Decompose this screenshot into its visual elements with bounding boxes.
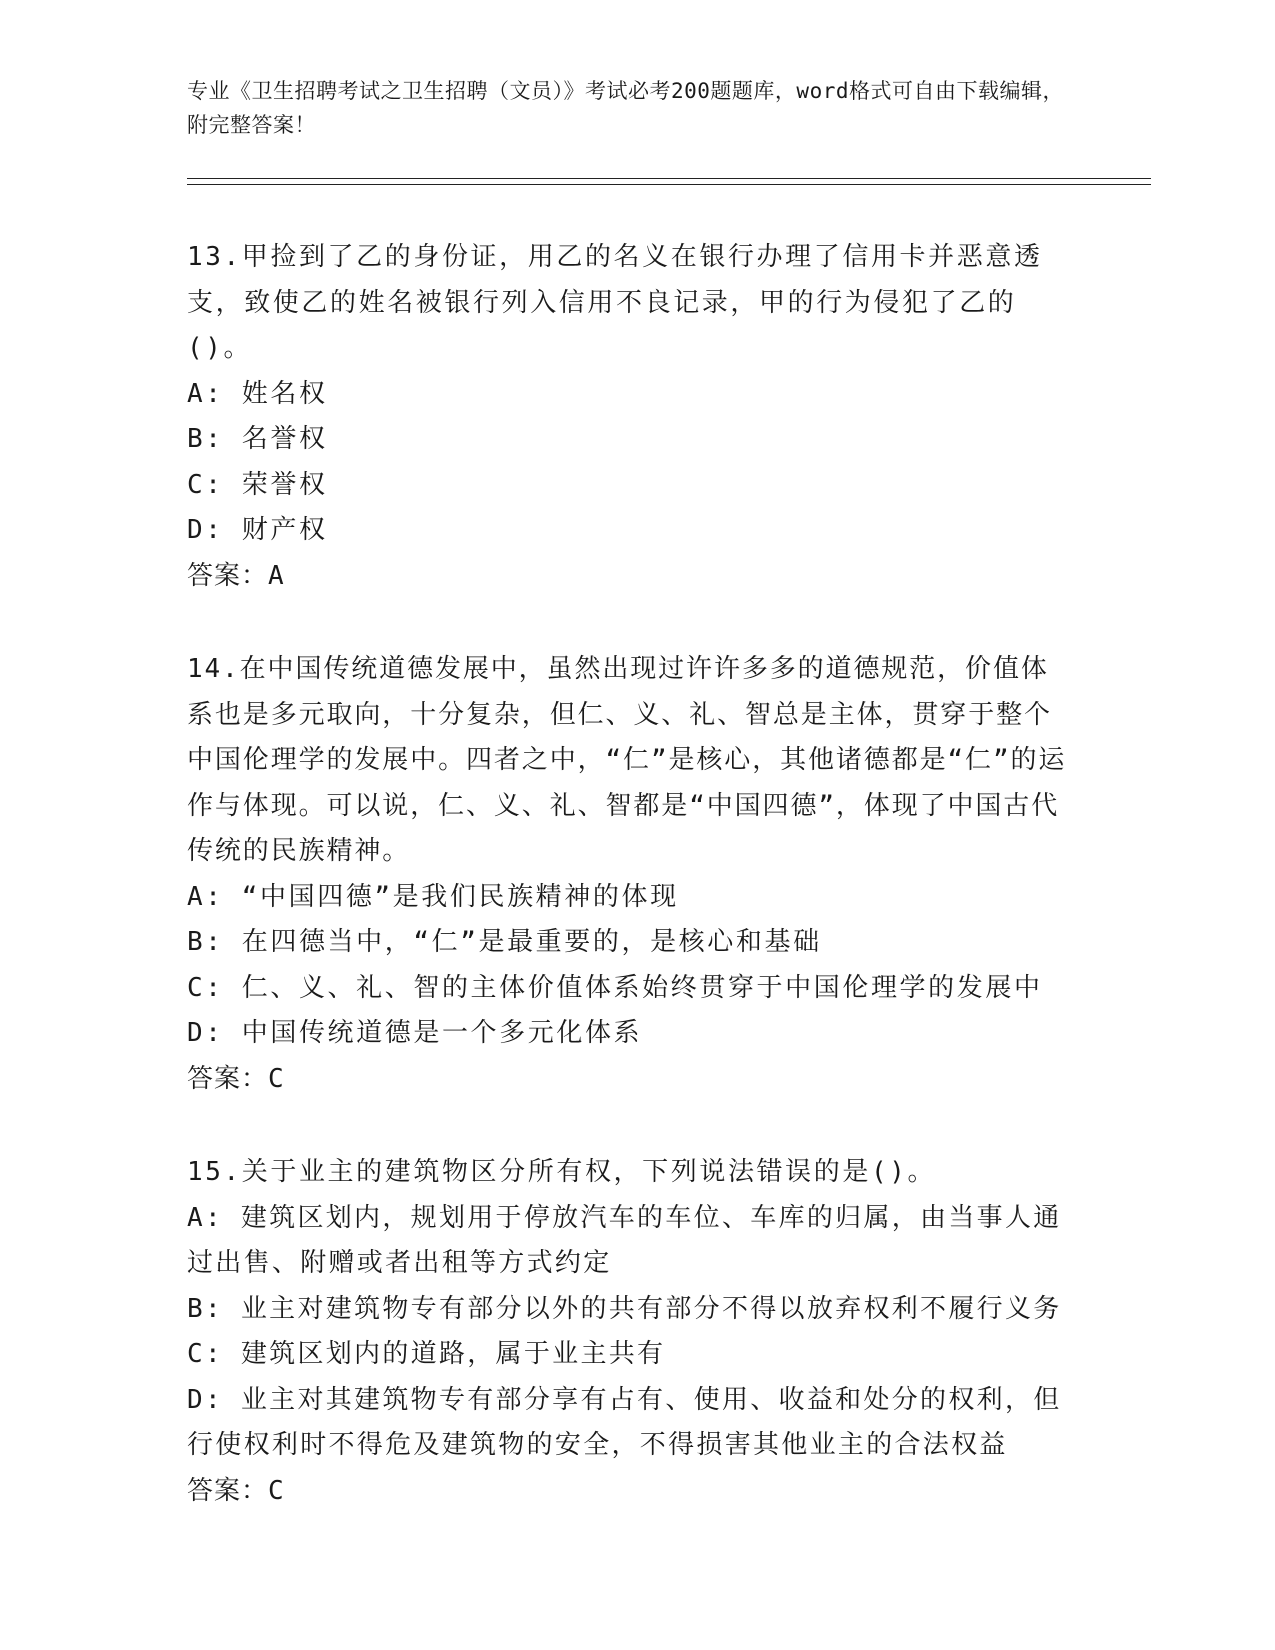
option-c: C: 仁、义、礼、智的主体价值体系始终贯穿于中国伦理学的发展中	[187, 972, 1043, 1003]
option-a: A: 姓名权	[187, 378, 328, 409]
header-rule-bottom	[187, 184, 1151, 185]
option-c: C: 建筑区划内的道路，属于业主共有	[187, 1339, 666, 1369]
option-b: B: 在四德当中，“仁”是最重要的，是核心和基础	[187, 927, 822, 957]
question-14	[187, 647, 1067, 1102]
option-c: C: 荣誉权	[187, 469, 328, 500]
option-b: B: 业主对建筑物专有部分以外的共有部分不得以放弃权利不履行义务	[187, 1293, 1062, 1324]
answer: 答案：C	[187, 1063, 285, 1094]
option-b: B: 名誉权	[187, 424, 328, 454]
option-a: A: 建筑区划内，规划用于停放汽车的车位、车库的归属，由当事人通过出售、附赠或者出租等方式约定	[187, 1202, 1062, 1278]
question-stem: 14.在中国传统道德发展中，虽然出现过许许多多的道德规范，价值体系也是多元取向，十分复杂，但仁、义、礼、智总是主体，贯穿于整个中国伦理学的发展中。四者之中，“仁”是核心，其他诸德都是“仁”的运作与体现。可以说，仁、义、礼、智都是“中国四德”，体现了中国古代传统的民族精神。	[187, 654, 1067, 866]
header-rule-top	[187, 178, 1151, 179]
question-stem: 13.甲捡到了乙的身份证，用乙的名义在银行办理了信用卡并恶意透支，致使乙的姓名被银行列入信用不良记录，甲的行为侵犯了乙的()。	[187, 242, 1043, 363]
option-a: A: “中国四德”是我们民族精神的体现	[187, 881, 679, 912]
option-d: D: 中国传统道德是一个多元化体系	[187, 1018, 643, 1048]
option-d: D: 业主对其建筑物专有部分享有占有、使用、收益和处分的权利，但行使权利时不得危及建筑物的安全，不得损害其他业主的合法权益	[187, 1384, 1062, 1460]
option-d: D: 财产权	[187, 515, 328, 545]
question-stem: 15.关于业主的建筑物区分所有权，下列说法错误的是()。	[187, 1157, 937, 1187]
answer: 答案：C	[187, 1475, 285, 1506]
question-13	[187, 235, 1067, 599]
document-header: 专业《卫生招聘考试之卫生招聘（文员）》考试必考200题题库，word格式可自由下载编辑，附完整答案！	[187, 79, 1064, 137]
answer: 答案：A	[187, 560, 285, 591]
question-15	[187, 1150, 1067, 1514]
question-list	[187, 235, 1067, 1562]
